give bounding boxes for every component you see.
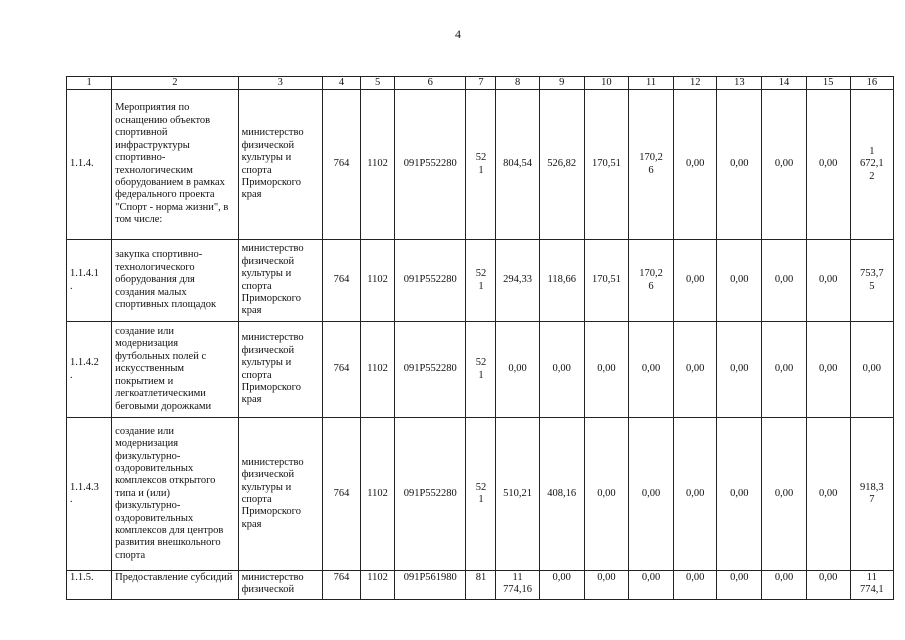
header-cell-4: 4 — [322, 77, 360, 90]
table-row — [67, 571, 894, 600]
col4-value: 764 — [322, 240, 360, 322]
col5-value: 1102 — [361, 90, 395, 240]
row-code: 1.1.5. — [67, 571, 112, 600]
page-number: 4 — [455, 27, 461, 41]
col15-value: 0,00 — [806, 240, 850, 322]
col7-value: 52 1 — [466, 240, 496, 322]
col9-value: 118,66 — [539, 240, 584, 322]
col10-value: 0,00 — [584, 571, 628, 600]
col8-value: 294,33 — [496, 240, 539, 322]
col14-value: 0,00 — [762, 571, 806, 600]
col8-value: 804,54 — [496, 90, 539, 240]
col14-value: 0,00 — [762, 90, 806, 240]
col9-value: 526,82 — [539, 90, 584, 240]
row-name: Предоставление субсидий — [112, 571, 238, 600]
col4-value: 764 — [322, 322, 360, 418]
col12-value: 0,00 — [674, 571, 717, 600]
col7-value: 52 1 — [466, 418, 496, 571]
table-row — [67, 418, 894, 571]
col7-value: 81 — [466, 571, 496, 600]
table-body — [67, 77, 894, 600]
col11-value: 170,2 6 — [628, 90, 673, 240]
col13-value: 0,00 — [717, 418, 762, 571]
row-code: 1.1.4.2 . — [67, 322, 112, 418]
header-cell-1: 1 — [67, 77, 112, 90]
col15-value: 0,00 — [806, 571, 850, 600]
row-executor: министерство физической культуры и спорта Приморского края — [238, 90, 322, 240]
col8-value: 510,21 — [496, 418, 539, 571]
col12-value: 0,00 — [674, 418, 717, 571]
col14-value: 0,00 — [762, 240, 806, 322]
row-executor: министерство физической культуры и спорта Приморского края — [238, 418, 322, 571]
col15-value: 0,00 — [806, 90, 850, 240]
col15-value: 0,00 — [806, 418, 850, 571]
row-executor: министерство физической — [238, 571, 322, 600]
header-cell-6: 6 — [395, 77, 466, 90]
row-executor: министерство физической культуры и спорта Приморского края — [238, 322, 322, 418]
row-code: 1.1.4. — [67, 90, 112, 240]
col14-value: 0,00 — [762, 418, 806, 571]
header-cell-16: 16 — [850, 77, 893, 90]
header-row — [67, 77, 894, 90]
col13-value: 0,00 — [717, 240, 762, 322]
col16-value: 918,3 7 — [850, 418, 893, 571]
col6-value: 091P552280 — [395, 90, 466, 240]
col9-value: 408,16 — [539, 418, 584, 571]
col13-value: 0,00 — [717, 322, 762, 418]
col7-value: 52 1 — [466, 90, 496, 240]
col10-value: 170,51 — [584, 240, 628, 322]
row-name: создание или модернизация физкультурно-оздоровительных комплексов открытого типа и (или) физкультурно-оздоровительных комплексов для центров развития внешкольного спорта — [112, 418, 238, 571]
col13-value: 0,00 — [717, 571, 762, 600]
header-cell-2: 2 — [112, 77, 238, 90]
header-cell-3: 3 — [238, 77, 322, 90]
header-cell-7: 7 — [466, 77, 496, 90]
col16-value: 1 672,1 2 — [850, 90, 893, 240]
header-cell-13: 13 — [717, 77, 762, 90]
col12-value: 0,00 — [674, 90, 717, 240]
col11-value: 0,00 — [628, 322, 673, 418]
col4-value: 764 — [322, 571, 360, 600]
col6-value: 091P552280 — [395, 240, 466, 322]
table-row — [67, 90, 894, 240]
table-row — [67, 240, 894, 322]
row-name: Мероприятия по оснащению объектов спортивной инфраструктуры спортивно-технологическим оборудованием в рамках федерального проекта "Спорт - норма жизни", в том числе: — [112, 90, 238, 240]
header-cell-8: 8 — [496, 77, 539, 90]
col9-value: 0,00 — [539, 571, 584, 600]
col4-value: 764 — [322, 90, 360, 240]
budget-table — [66, 76, 894, 600]
col11-value: 0,00 — [628, 418, 673, 571]
col5-value: 1102 — [361, 418, 395, 571]
col15-value: 0,00 — [806, 322, 850, 418]
header-cell-14: 14 — [762, 77, 806, 90]
col6-value: 091P561980 — [395, 571, 466, 600]
row-code: 1.1.4.3 . — [67, 418, 112, 571]
header-cell-5: 5 — [361, 77, 395, 90]
table-row — [67, 322, 894, 418]
col16-value: 11 774,1 — [850, 571, 893, 600]
col12-value: 0,00 — [674, 240, 717, 322]
row-name: закупка спортивно-технологического оборудования для создания малых спортивных площадок — [112, 240, 238, 322]
col5-value: 1102 — [361, 571, 395, 600]
col16-value: 0,00 — [850, 322, 893, 418]
col11-value: 170,2 6 — [628, 240, 673, 322]
header-cell-10: 10 — [584, 77, 628, 90]
col11-value: 0,00 — [628, 571, 673, 600]
col9-value: 0,00 — [539, 322, 584, 418]
header-cell-12: 12 — [674, 77, 717, 90]
col6-value: 091P552280 — [395, 322, 466, 418]
col5-value: 1102 — [361, 240, 395, 322]
col10-value: 170,51 — [584, 90, 628, 240]
col10-value: 0,00 — [584, 418, 628, 571]
row-name: создание или модернизация футбольных полей с искусственным покрытием и легкоатлетическими беговыми дорожками — [112, 322, 238, 418]
col13-value: 0,00 — [717, 90, 762, 240]
col4-value: 764 — [322, 418, 360, 571]
col10-value: 0,00 — [584, 322, 628, 418]
row-code: 1.1.4.1 . — [67, 240, 112, 322]
col8-value: 11 774,16 — [496, 571, 539, 600]
col14-value: 0,00 — [762, 322, 806, 418]
col16-value: 753,7 5 — [850, 240, 893, 322]
header-cell-9: 9 — [539, 77, 584, 90]
header-cell-11: 11 — [628, 77, 673, 90]
row-executor: министерство физической культуры и спорта Приморского края — [238, 240, 322, 322]
header-cell-15: 15 — [806, 77, 850, 90]
col12-value: 0,00 — [674, 322, 717, 418]
col7-value: 52 1 — [466, 322, 496, 418]
col6-value: 091P552280 — [395, 418, 466, 571]
col8-value: 0,00 — [496, 322, 539, 418]
col5-value: 1102 — [361, 322, 395, 418]
